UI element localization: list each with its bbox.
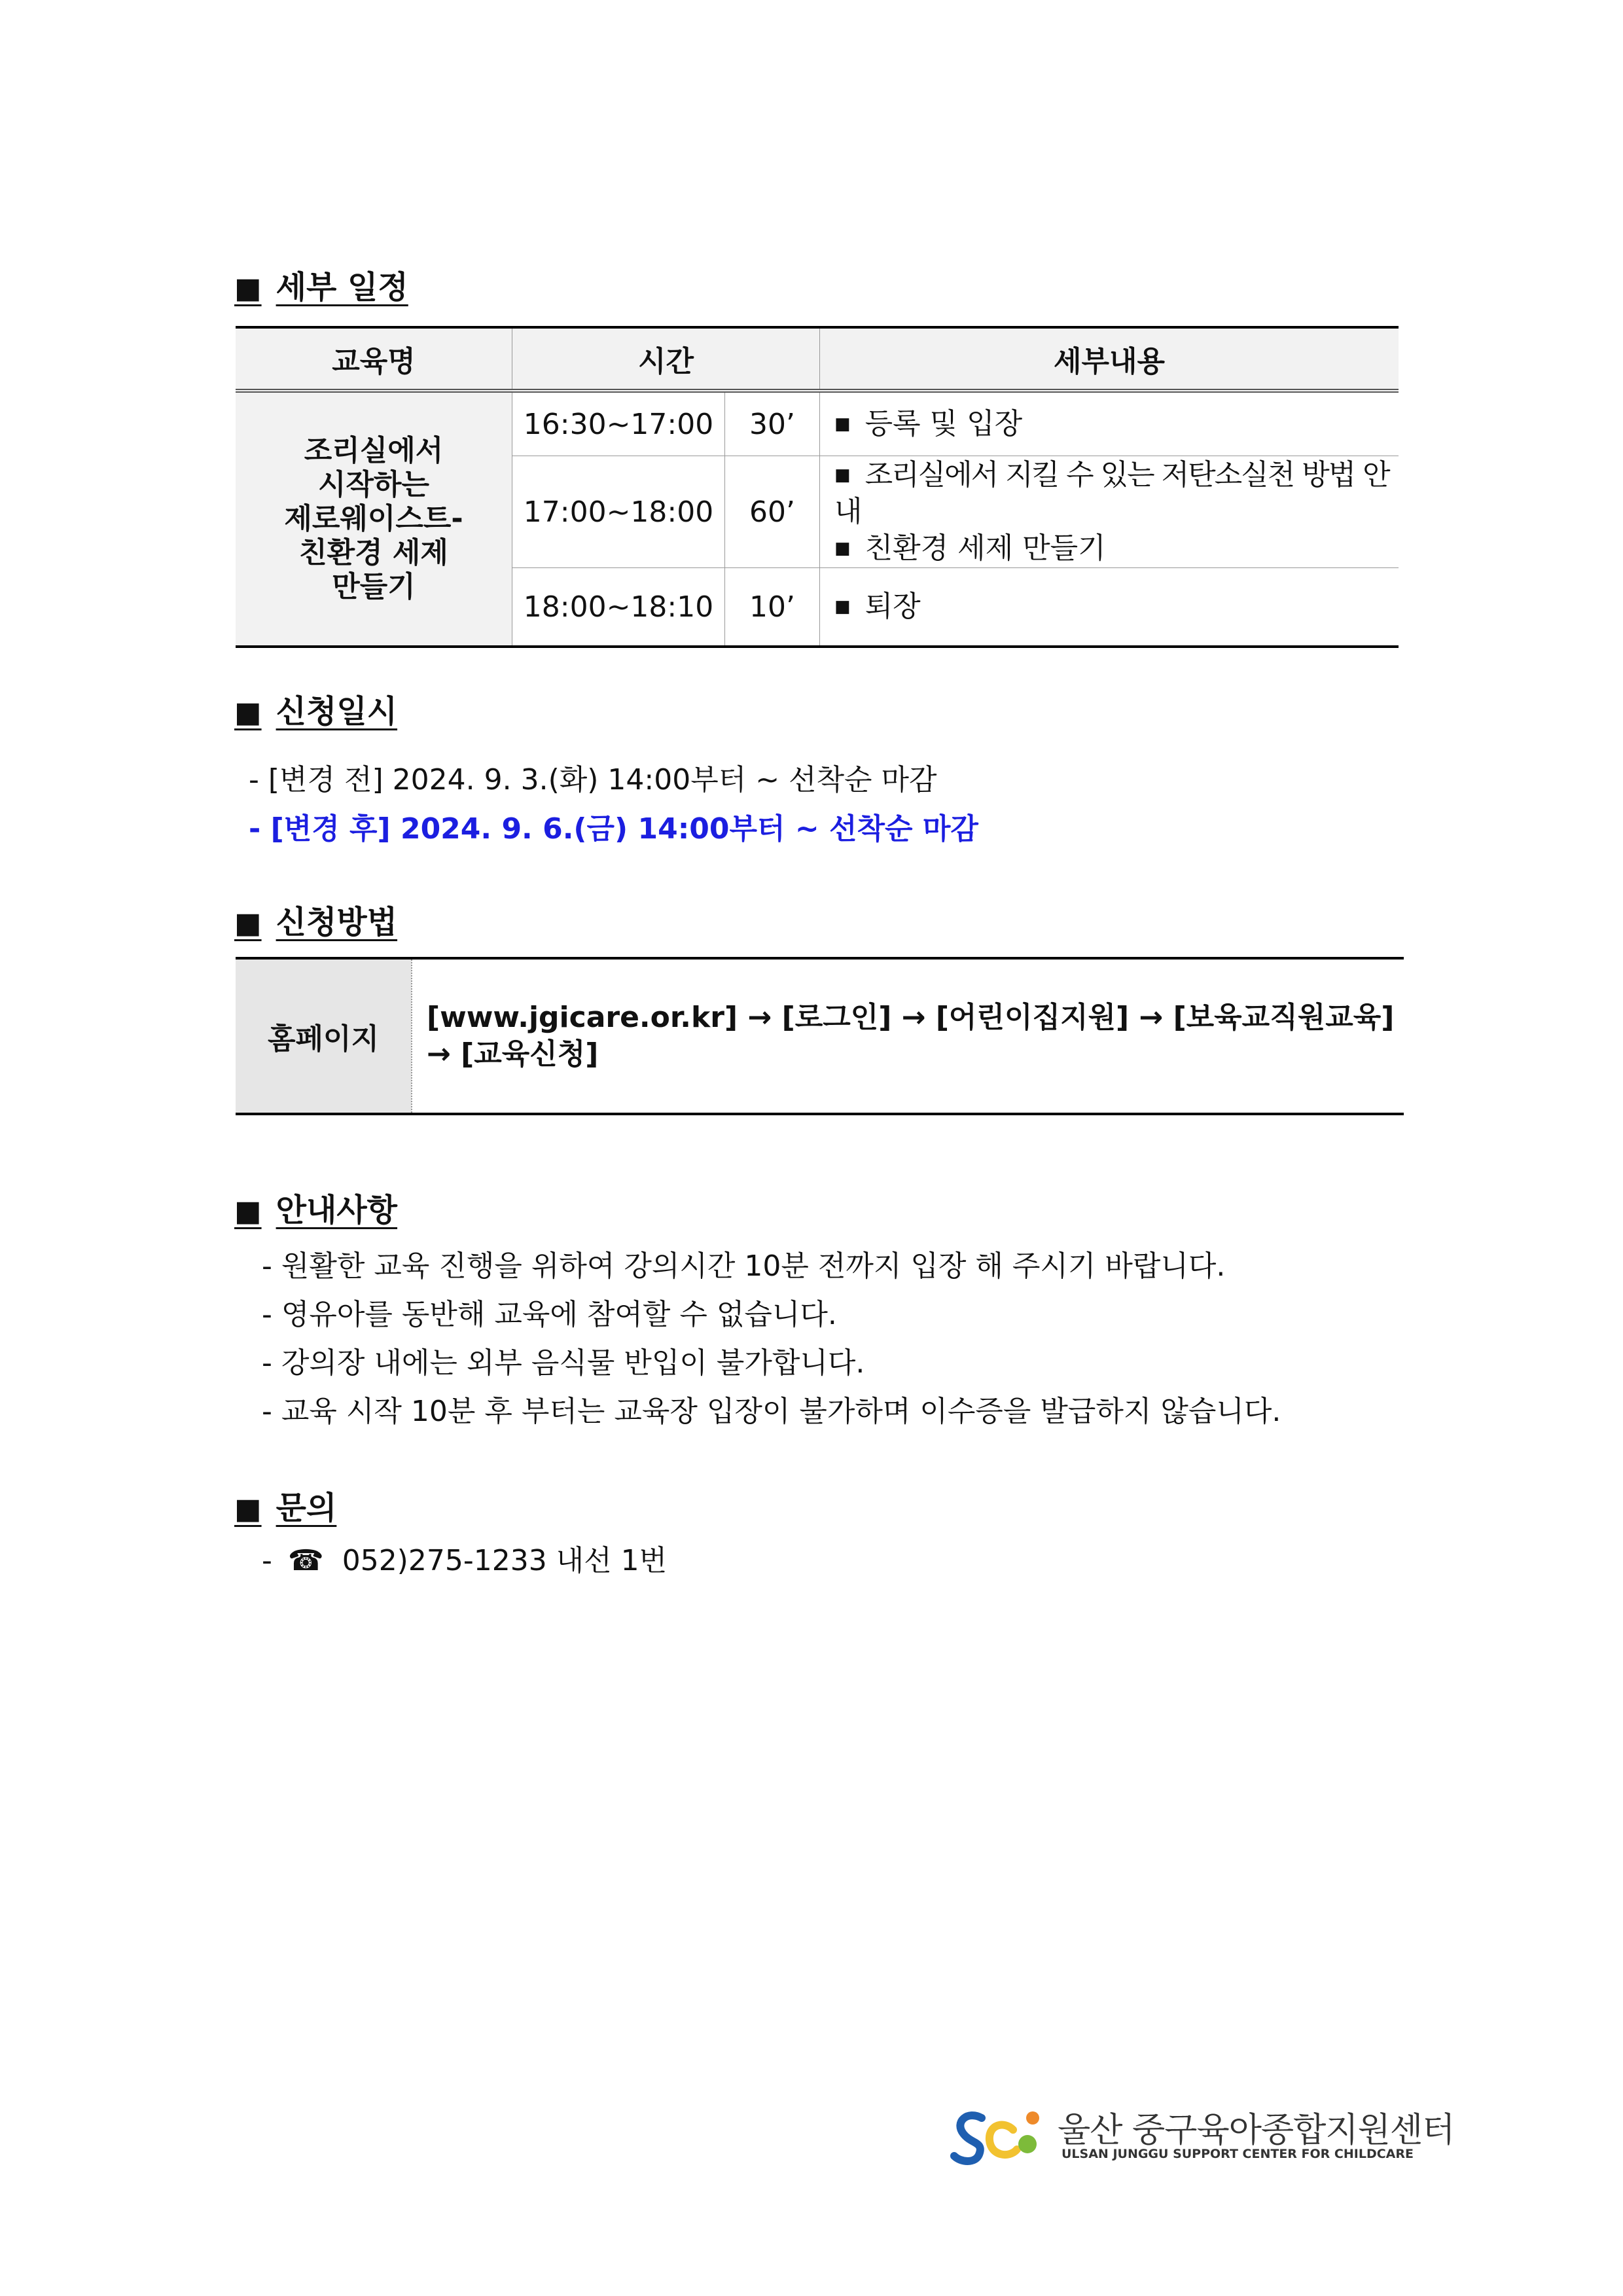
method-path (412, 958, 1404, 1114)
contact-line (262, 1537, 667, 1579)
duration-cell: 30’ (725, 391, 820, 456)
method-label: 홈페이지 (236, 958, 412, 1114)
table-row (236, 958, 1404, 1114)
bullet-icon: ■ (834, 597, 851, 617)
detail-item (834, 530, 1398, 567)
section-title: 세부 일정 (276, 269, 408, 306)
organization-logo (949, 2101, 1455, 2173)
duration-cell: 10’ (725, 568, 820, 647)
section-title: 신청방법 (276, 904, 398, 941)
course-name-cell (236, 391, 512, 647)
section-heading-contact (234, 1482, 336, 1528)
section-heading-apply-date (234, 686, 397, 731)
section-title: 안내사항 (276, 1192, 398, 1229)
duration-cell: 60’ (725, 456, 820, 568)
notice-item: - 원활한 교육 진행을 위하여 강의시간 10분 전까지 입장 해 주시기 바랍니다. (262, 1249, 1226, 1283)
course-name-line: 제로웨이스트- (284, 502, 463, 535)
bullet-icon: ■ (834, 539, 851, 558)
phone-icon: ☎ (287, 1544, 324, 1577)
square-bullet-icon: ■ (234, 272, 262, 305)
table-header-row (236, 327, 1399, 391)
detail-text: 등록 및 입장 (865, 407, 1023, 440)
logo-name-english: ULSAN JUNGGU SUPPORT CENTER FOR CHILDCARE (1061, 2147, 1414, 2161)
contact-prefix: - (262, 1544, 272, 1577)
course-name-line: 만들기 (332, 570, 416, 603)
header-course: 교육명 (236, 327, 512, 391)
detail-cell (820, 391, 1399, 456)
section-heading-schedule (234, 262, 408, 307)
notice-item: - 영유아를 동반해 교육에 참여할 수 없습니다. (262, 1298, 837, 1331)
detail-item (834, 588, 1398, 625)
section-title: 신청일시 (276, 693, 398, 730)
bullet-icon: ■ (834, 465, 851, 485)
table-row (236, 391, 1399, 456)
detail-item (834, 457, 1398, 530)
time-cell: 18:00~18:10 (512, 568, 725, 647)
method-path-line: [www.jgicare.or.kr] → [로그인] → [어린이집지원] → [보육교직원교육] (427, 1001, 1395, 1034)
detail-text: 친환경 세제 만들기 (865, 531, 1106, 565)
detail-cell (820, 568, 1399, 647)
apply-date-after: - [변경 후] 2024. 9. 6.(금) 14:00부터 ~ 선착순 마감 (249, 812, 978, 846)
method-path-line: → [교육신청] (427, 1037, 599, 1071)
logo-mark-icon (949, 2104, 1047, 2169)
course-name-line: 친환경 세제 (299, 536, 448, 569)
detail-text: 조리실에서 지킬 수 있는 저탄소실천 방법 안내 (834, 458, 1389, 528)
apply-date-before: - [변경 전] 2024. 9. 3.(화) 14:00부터 ~ 선착순 마감 (249, 763, 937, 797)
time-cell: 17:00~18:00 (512, 456, 725, 568)
bullet-icon: ■ (834, 414, 851, 434)
header-time: 시간 (512, 327, 820, 391)
detail-text: 퇴장 (865, 590, 921, 623)
course-name-line: 시작하는 (317, 468, 429, 501)
detail-cell (820, 456, 1399, 568)
notice-item: - 교육 시작 10분 후 부터는 교육장 입장이 불가하며 이수증을 발급하지 않습니다. (262, 1395, 1281, 1428)
contact-phone: 052)275-1233 내선 1번 (342, 1544, 668, 1577)
schedule-table (236, 326, 1399, 648)
square-bullet-icon: ■ (234, 1492, 262, 1526)
section-heading-notice (234, 1185, 397, 1230)
square-bullet-icon: ■ (234, 1194, 262, 1228)
apply-method-table (236, 957, 1404, 1115)
notice-item: - 강의장 내에는 외부 음식물 반입이 불가합니다. (262, 1346, 865, 1380)
section-heading-apply-method (234, 897, 397, 942)
logo-name-korean: 울산 중구육아종합지원센터 (1058, 2111, 1455, 2150)
course-name-line: 조리실에서 (304, 434, 444, 467)
square-bullet-icon: ■ (234, 906, 262, 940)
section-title: 문의 (276, 1490, 337, 1526)
header-details: 세부내용 (820, 327, 1399, 391)
detail-item (834, 406, 1398, 442)
square-bullet-icon: ■ (234, 696, 262, 729)
time-cell: 16:30~17:00 (512, 391, 725, 456)
